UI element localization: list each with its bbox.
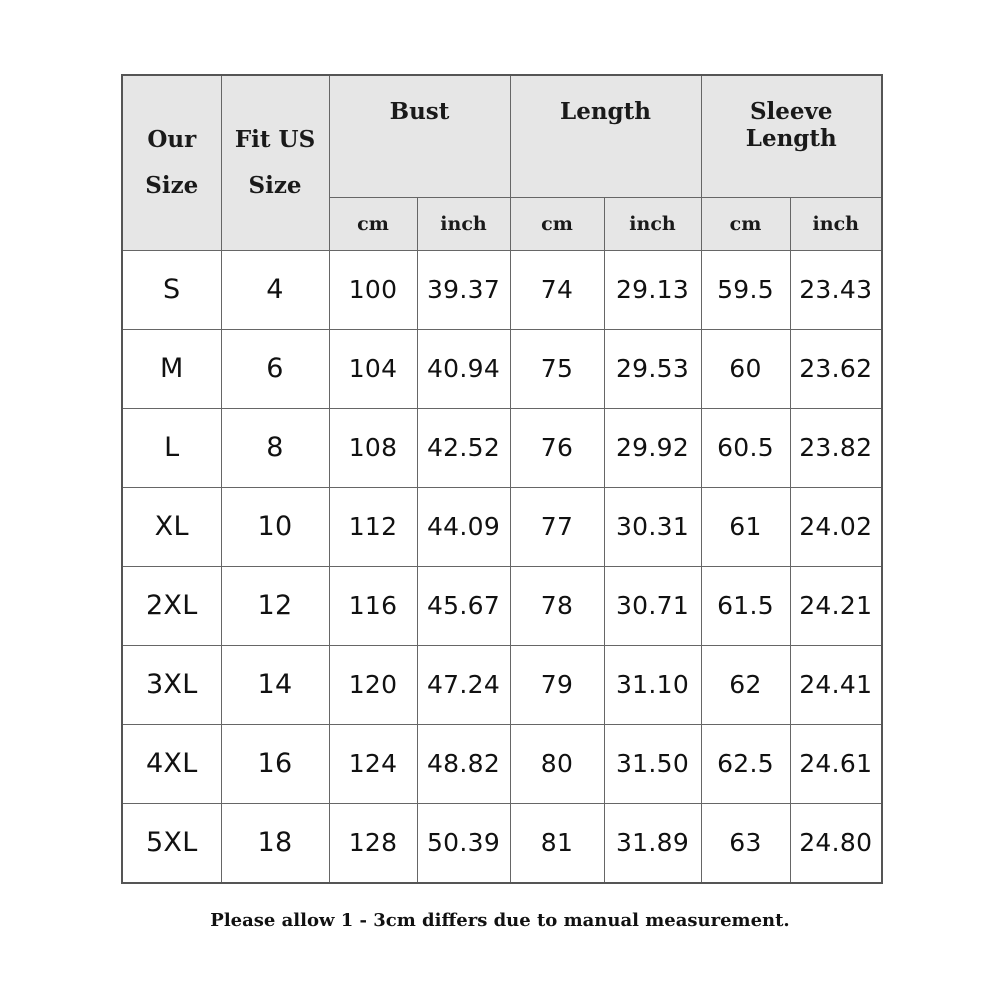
cell-sleeve-cm: 60.5	[701, 408, 790, 487]
table-row	[122, 566, 882, 645]
table-row	[122, 487, 882, 566]
cell-length-cm: 78	[510, 566, 604, 645]
header-our-size-line2: Size	[145, 171, 199, 199]
header-length: Length	[510, 75, 701, 197]
cell-length-inch: 31.89	[604, 803, 701, 883]
cell-bust-inch: 48.82	[417, 724, 510, 803]
cell-sleeve-inch: 24.21	[790, 566, 882, 645]
cell-length-inch: 31.10	[604, 645, 701, 724]
table-row	[122, 724, 882, 803]
cell-sleeve-cm: 62	[701, 645, 790, 724]
cell-us-size: 8	[221, 408, 329, 487]
cell-length-cm: 76	[510, 408, 604, 487]
table-row	[122, 250, 882, 329]
cell-length-cm: 81	[510, 803, 604, 883]
table-row	[122, 645, 882, 724]
header-length-cm: cm	[510, 197, 604, 250]
cell-sleeve-inch: 23.82	[790, 408, 882, 487]
table-header	[122, 75, 882, 250]
cell-length-inch: 29.53	[604, 329, 701, 408]
cell-length-cm: 79	[510, 645, 604, 724]
cell-sleeve-cm: 61.5	[701, 566, 790, 645]
cell-us-size: 16	[221, 724, 329, 803]
header-fit-us-line1: Fit US	[234, 125, 316, 153]
header-bust-cm: cm	[329, 197, 417, 250]
cell-bust-cm: 128	[329, 803, 417, 883]
cell-bust-cm: 108	[329, 408, 417, 487]
header-bust-inch: inch	[417, 197, 510, 250]
cell-length-cm: 75	[510, 329, 604, 408]
cell-sleeve-inch: 24.80	[790, 803, 882, 883]
header-our-size-line1: Our	[147, 125, 197, 153]
cell-sleeve-inch: 23.62	[790, 329, 882, 408]
header-row-main	[122, 75, 882, 197]
cell-our-size: 4XL	[122, 724, 221, 803]
cell-length-cm: 77	[510, 487, 604, 566]
cell-sleeve-cm: 63	[701, 803, 790, 883]
cell-our-size: L	[122, 408, 221, 487]
cell-bust-inch: 39.37	[417, 250, 510, 329]
cell-sleeve-cm: 60	[701, 329, 790, 408]
cell-length-inch: 31.50	[604, 724, 701, 803]
size-chart-table	[121, 74, 883, 884]
cell-length-inch: 29.13	[604, 250, 701, 329]
cell-us-size: 12	[221, 566, 329, 645]
measurement-note: Please allow 1 - 3cm differs due to manual measurement.	[210, 910, 790, 931]
cell-bust-cm: 100	[329, 250, 417, 329]
header-sleeve-inch: inch	[790, 197, 882, 250]
cell-bust-inch: 50.39	[417, 803, 510, 883]
table-body	[122, 250, 882, 883]
cell-bust-cm: 104	[329, 329, 417, 408]
cell-us-size: 18	[221, 803, 329, 883]
cell-our-size: 5XL	[122, 803, 221, 883]
header-our-size	[122, 75, 221, 250]
cell-length-inch: 30.71	[604, 566, 701, 645]
header-sleeve-cm: cm	[701, 197, 790, 250]
cell-bust-inch: 44.09	[417, 487, 510, 566]
header-sleeve-length: Sleeve Length	[701, 75, 882, 197]
cell-sleeve-inch: 23.43	[790, 250, 882, 329]
cell-bust-inch: 42.52	[417, 408, 510, 487]
cell-length-inch: 29.92	[604, 408, 701, 487]
cell-sleeve-inch: 24.41	[790, 645, 882, 724]
cell-bust-inch: 40.94	[417, 329, 510, 408]
cell-sleeve-inch: 24.02	[790, 487, 882, 566]
cell-our-size: 3XL	[122, 645, 221, 724]
cell-sleeve-cm: 61	[701, 487, 790, 566]
header-fit-us-line2: Size	[248, 171, 302, 199]
cell-us-size: 4	[221, 250, 329, 329]
table-row	[122, 803, 882, 883]
cell-sleeve-cm: 59.5	[701, 250, 790, 329]
cell-bust-cm: 124	[329, 724, 417, 803]
cell-sleeve-cm: 62.5	[701, 724, 790, 803]
cell-sleeve-inch: 24.61	[790, 724, 882, 803]
cell-us-size: 14	[221, 645, 329, 724]
header-length-inch: inch	[604, 197, 701, 250]
cell-bust-cm: 112	[329, 487, 417, 566]
cell-our-size: XL	[122, 487, 221, 566]
cell-length-cm: 74	[510, 250, 604, 329]
cell-us-size: 6	[221, 329, 329, 408]
cell-us-size: 10	[221, 487, 329, 566]
cell-length-cm: 80	[510, 724, 604, 803]
table-row	[122, 329, 882, 408]
table-row	[122, 408, 882, 487]
cell-bust-cm: 120	[329, 645, 417, 724]
cell-our-size: 2XL	[122, 566, 221, 645]
cell-bust-inch: 47.24	[417, 645, 510, 724]
cell-bust-cm: 116	[329, 566, 417, 645]
header-bust: Bust	[329, 75, 510, 197]
cell-length-inch: 30.31	[604, 487, 701, 566]
cell-our-size: M	[122, 329, 221, 408]
cell-bust-inch: 45.67	[417, 566, 510, 645]
cell-our-size: S	[122, 250, 221, 329]
header-fit-us-size	[221, 75, 329, 250]
